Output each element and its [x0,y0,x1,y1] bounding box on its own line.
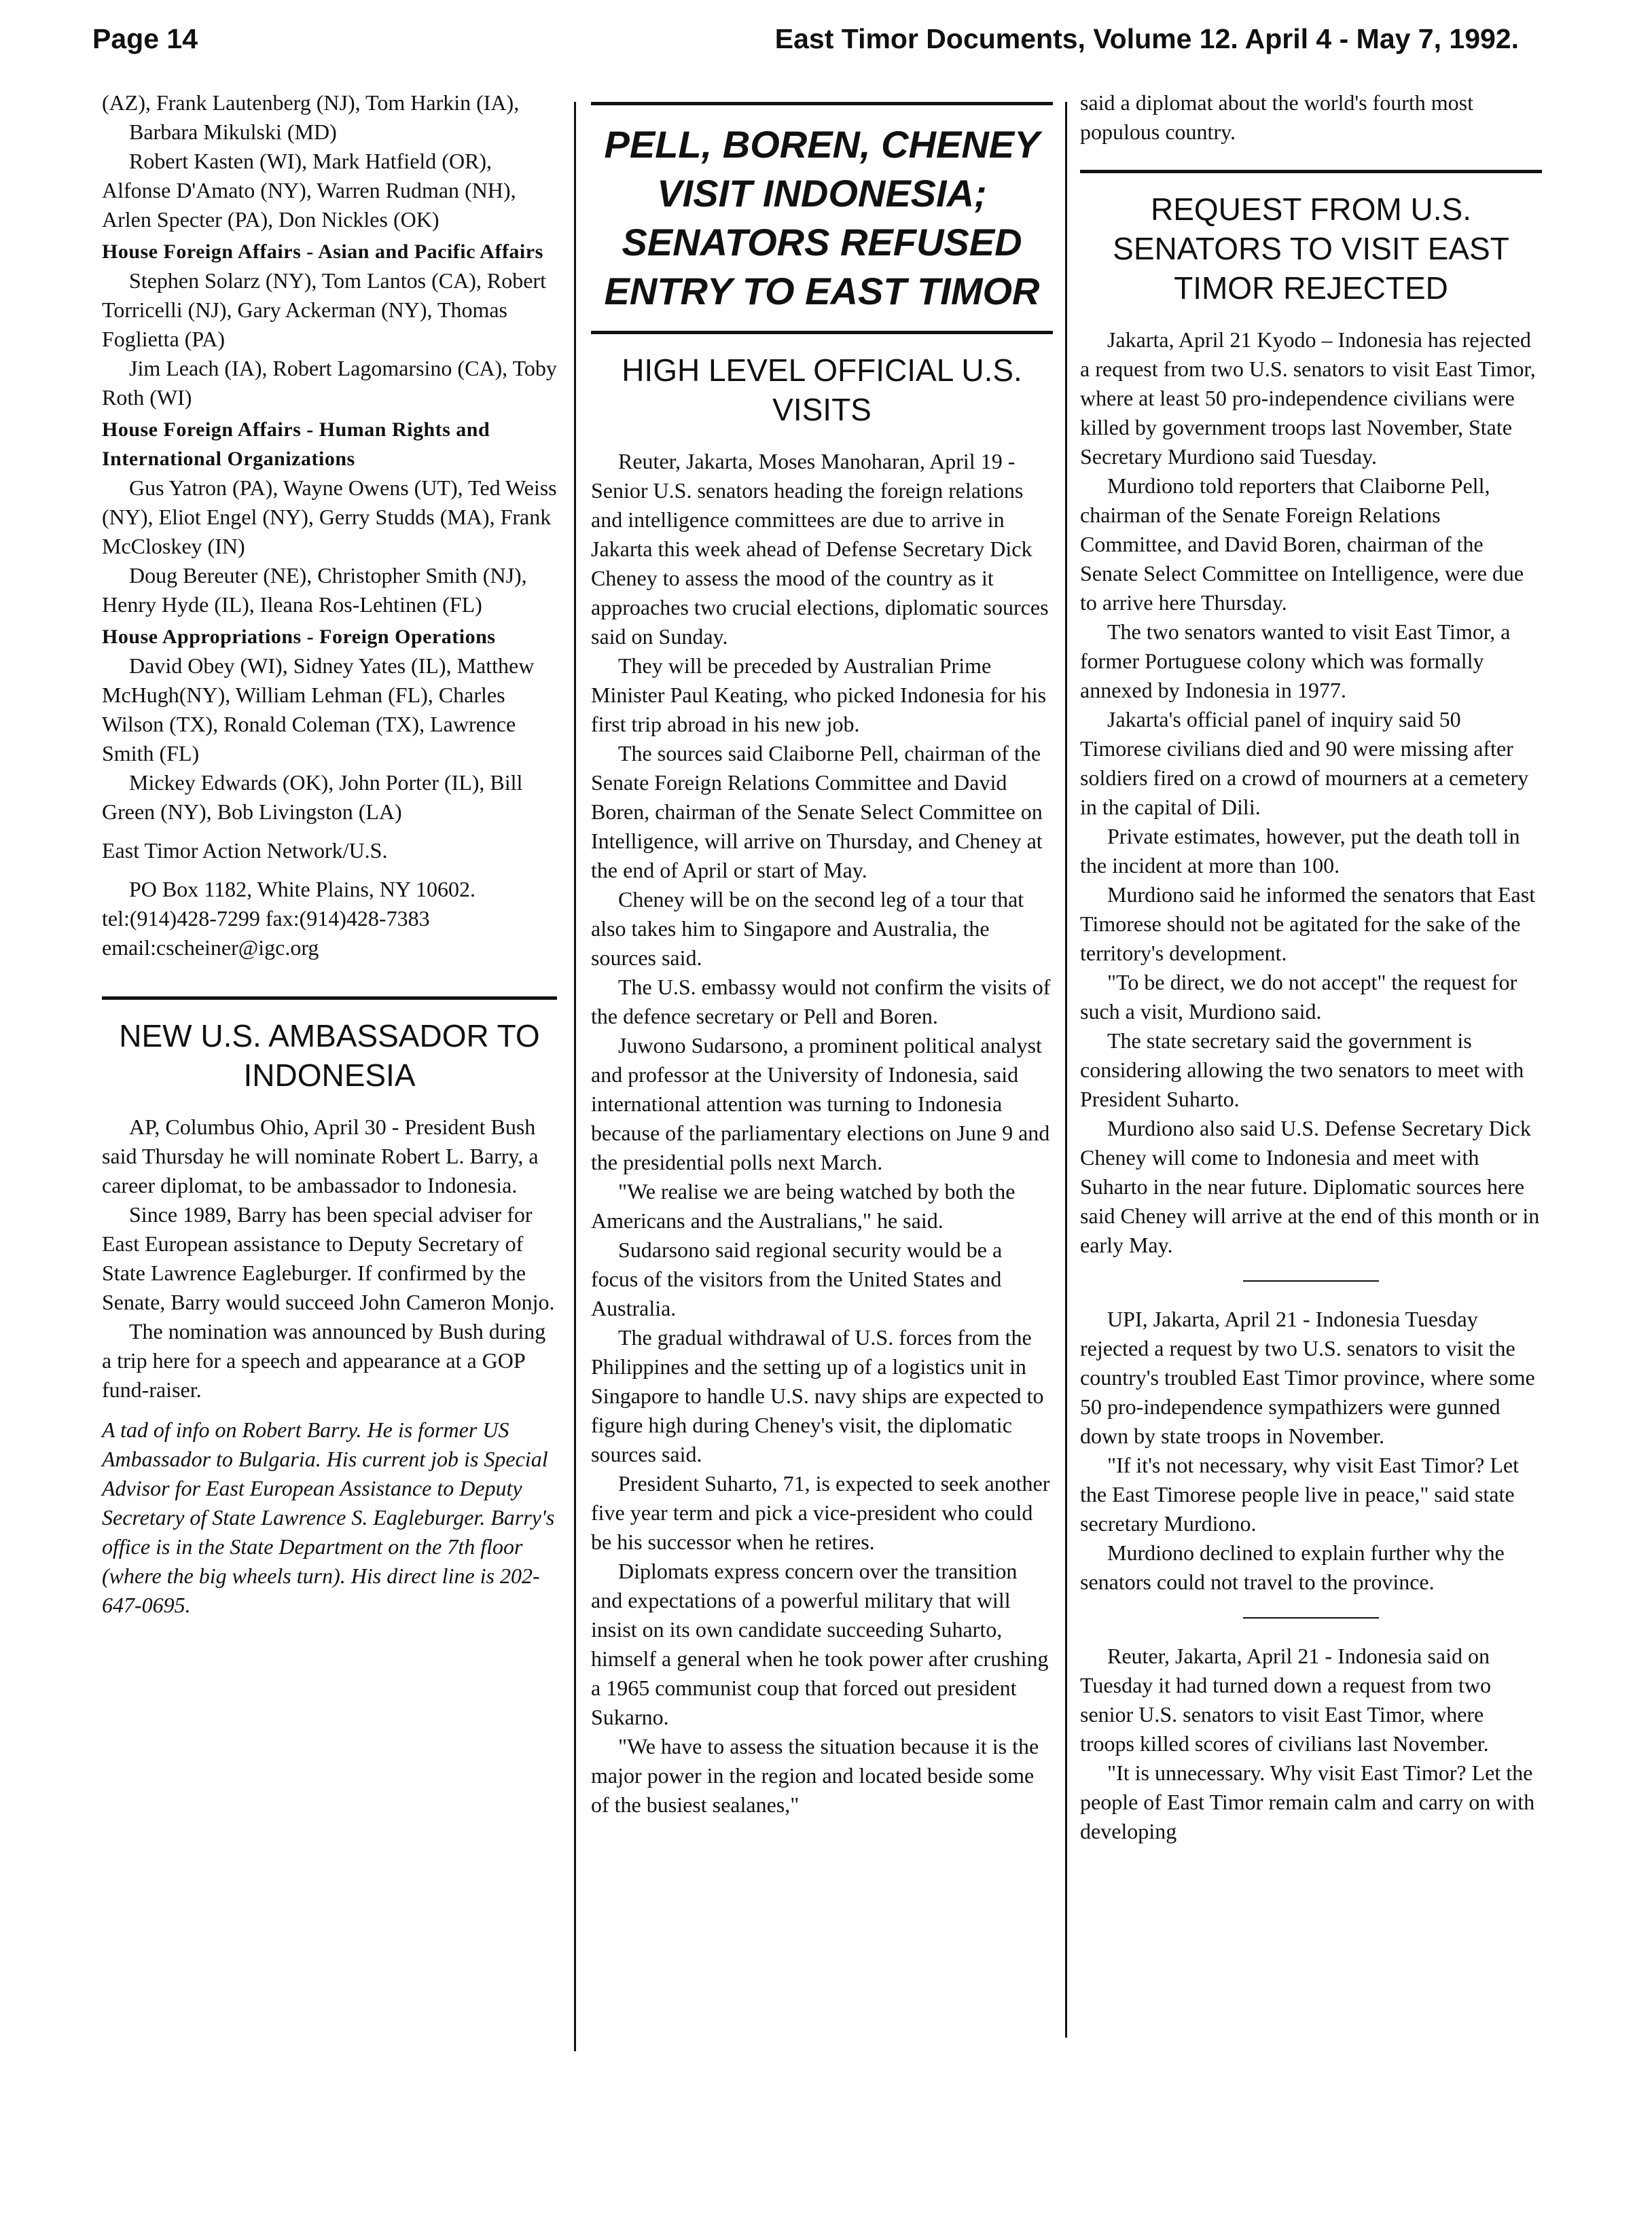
section-rule [1080,170,1542,173]
separator-rule [1243,1280,1379,1282]
paragraph: AP, Columbus Ohio, April 30 - President Bush said Thursday he will nominate Robert L. Barry, a career diplomat, to be ambassador to Indonesia. [102,1115,539,1197]
sub-headline: HIGH LEVEL OFFICIAL U.S. VISITS [622,353,1022,427]
subheading: House Foreign Affairs - Asian and Pacific Affairs [102,240,543,263]
paragraph: "We realise we are being watched by both the Americans and the Australians," he said. [591,1179,1016,1233]
paragraph: Since 1989, Barry has been special adviser for East European assistance to Deputy Secretary of State Lawrence Eagleburger. If confirmed by the Senate, Barry would succeed John Cameron Monjo. [102,1202,555,1314]
paragraph: Jakarta's official panel of inquiry said 50 Timorese civilians died and 90 were missing after soldiers fired on a crowd of mourners at a cemetery in the capital of Dili. [1080,707,1529,819]
paragraph: The U.S. embassy would not confirm the visits of the defence secretary or Pell and Boren. [591,975,1051,1028]
paragraph: Murdiono said he informed the senators that East Timorese should not be agitated for the sake of the territory's development. [1080,882,1536,965]
page-number: Page 14 [92,23,198,54]
section-rule [102,996,557,1000]
paragraph: David Obey (WI), Sidney Yates (IL), Matthew McHugh(NY), William Lehman (FL), Charles Wilson (TX), Ronald Coleman (TX), Lawrence Smith (FL) [102,653,535,765]
paragraph: "It is unnecessary. Why visit East Timor? Let the people of East Timor remain calm and carry on with developing [1080,1760,1535,1843]
paragraph: Diplomats express concern over the transition and expectations of a powerful military that will insist on its own candidate succeeding Suharto, himself a general when he took power after crushing a 1965 communist coup that forced out president Sukarno. [591,1559,1049,1729]
paragraph: Jakarta, April 21 Kyodo – Indonesia has rejected a request from two U.S. senators to visit East Timor, where at least 50 pro-independence civilians were killed by government troops last November, State Secretary Murdiono said Tuesday. [1080,327,1536,469]
paragraph: They will be preceded by Australian Prime Minister Paul Keating, who picked Indonesia for his first trip abroad in his new job. [591,653,1047,736]
paragraph: Reuter, Jakarta, Moses Manoharan, April 19 - Senior U.S. senators heading the foreign relations and intelligence committees are due to arrive in Jakarta this week ahead of Defense Secretary Dick Cheney to assess the mood of the country as it approaches two crucial elections, diplomatic sources said on Sunday. [591,449,1049,649]
paragraph: The two senators wanted to visit East Timor, a former Portuguese colony which was formally annexed by Indonesia in 1977. [1080,619,1511,702]
paragraph: Juwono Sudarsono, a prominent political analyst and professor at the University of Indonesia, said international attention was turning to Indonesia because of the parliamentary elections on June 9 and the presidential polls next March. [591,1033,1050,1174]
paragraph: Mickey Edwards (OK), John Porter (IL), Bill Green (NY), Bob Livingston (LA) [102,770,523,824]
column-divider [574,102,576,2051]
section-rule [591,102,1053,105]
org-address: PO Box 1182, White Plains, NY 10602. [129,877,475,901]
column-divider [1065,102,1067,2038]
paragraph: said a diplomat about the world's fourth most populous country. [1080,90,1474,144]
paragraph: The nomination was announced by Bush during a trip here for a speech and appearance at a GOP fund-raiser. [102,1319,546,1402]
paragraph: Private estimates, however, put the death toll in the incident at more than 100. [1080,824,1520,878]
paragraph: Stephen Solarz (NY), Tom Lantos (CA), Robert Torricelli (NJ), Gary Ackerman (NY), Thomas Foglietta (PA) [102,268,546,351]
paragraph: "To be direct, we do not accept" the request for such a visit, Murdiono said. [1080,970,1518,1024]
subheading: House Appropriations - Foreign Operations [102,626,496,648]
paragraph: (AZ), Frank Lautenberg (NJ), Tom Harkin (IA), Barbara Mikulski (MD) [102,90,520,144]
paragraph: Cheney will be on the second leg of a tour that also takes him to Singapore and Australia, the sources said. [591,887,1024,970]
paragraph: "If it's not necessary, why visit East Timor? Let the East Timorese people live in peace," said state secretary Murdiono. [1080,1453,1520,1536]
ambassador-headline: NEW U.S. AMBASSADOR TO INDONESIA [119,1018,540,1093]
paragraph: The gradual withdrawal of U.S. forces from the Philippines and the setting up of a logistics unit in Singapore to handle U.S. navy ships are expected to figure high during Cheney's visit, the diplomatic sources said. [591,1325,1044,1466]
paragraph: Murdiono declined to explain further why the senators could not travel to the province. [1080,1540,1505,1594]
paragraph: "We have to assess the situation because it is the major power in the region and located beside some of the busiest sealanes," [591,1734,1039,1817]
column-right [1080,88,1542,1846]
paragraph: Murdiono also said U.S. Defense Secretary Dick Cheney will come to Indonesia and meet with Suharto in the near future. Diplomatic sources here said Cheney will arrive at the end of this month or in early May. [1080,1116,1540,1257]
paragraph: Robert Kasten (WI), Mark Hatfield (OR), Alfonse D'Amato (NY), Warren Rudman (NH), Arlen Specter (PA), Don Nickles (OK) [102,149,516,232]
page-header [92,14,1519,61]
paragraph: UPI, Jakarta, April 21 - Indonesia Tuesday rejected a request by two U.S. senators to visit the country's troubled East Timor province, where some 50 pro-independence sympathizers were gunned down by state troops in November. [1080,1307,1535,1448]
paragraph: Sudarsono said regional security would be a focus of the visitors from the United States and Australia. [591,1238,1003,1320]
paragraph: Reuter, Jakarta, April 21 - Indonesia said on Tuesday it had turned down a request from two senior U.S. senators to visit East Timor, where troops killed scores of civilians last November. [1080,1644,1491,1756]
publication-title: East Timor Documents, Volume 12. April 4 - May 7, 1992. [774,23,1519,54]
paragraph: Murdiono told reporters that Claiborne Pell, chairman of the Senate Foreign Relations Committee, and David Boren, chairman of the Senate Select Committee on Intelligence, were due to arrive here Thursday. [1080,473,1524,615]
editor-note: A tad of info on Robert Barry. He is former US Ambassador to Bulgaria. His current job is Special Advisor for East European Assistance to Deputy Secretary of State Lawrence S. Eagleburger. Barry's office is in the State Department on the 7th floor (where the big wheels turn). His direct line is 202-647-0695. [102,1418,555,1617]
org-phone: tel:(914)428-7299 fax:(914)428-7383 [102,906,430,931]
paragraph: Jim Leach (IA), Robert Lagomarsino (CA), Toby Roth (WI) [102,356,557,410]
paragraph: The state secretary said the government is considering allowing the two senators to meet with President Suharto. [1080,1028,1524,1111]
main-headline: PELL, BOREN, CHENEY VISIT INDONESIA; SENATORS REFUSED ENTRY TO EAST TIMOR [604,123,1040,312]
column-middle [591,88,1053,1820]
paragraph: President Suharto, 71, is expected to seek another five year term and pick a vice-president who could be his successor when he retires. [591,1471,1050,1554]
paragraph: The sources said Claiborne Pell, chairman of the Senate Foreign Relations Committee and David Boren, chairman of the Senate Select Committee on Intelligence, will arrive on Thursday, and Cheney at the end of April or start of May. [591,741,1043,882]
column-left [102,88,557,1620]
paragraph: Doug Bereuter (NE), Christopher Smith (NJ), Henry Hyde (IL), Ileana Ros-Lehtinen (FL) [102,563,527,617]
org-email: email:cscheiner@igc.org [102,935,319,960]
request-headline: REQUEST FROM U.S. SENATORS TO VISIT EAST TIMOR REJECTED [1113,192,1509,306]
section-rule [591,331,1053,334]
paragraph: Gus Yatron (PA), Wayne Owens (UT), Ted Weiss (NY), Eliot Engel (NY), Gerry Studds (MA), Frank McCloskey (IN) [102,475,557,558]
separator-rule [1243,1617,1379,1619]
subheading: House Foreign Affairs - Human Rights and International Organizations [102,418,490,470]
org-name: East Timor Action Network/U.S. [102,838,388,863]
